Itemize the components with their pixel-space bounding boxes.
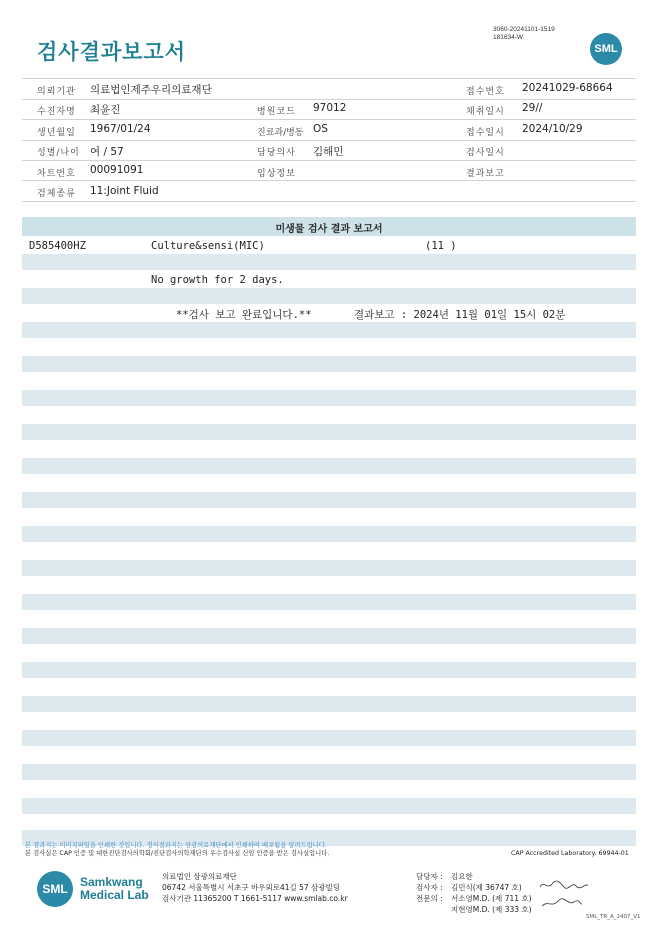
chart-no-label: 차트번호 <box>37 169 76 179</box>
receipt-date-value: 2024/10/29 <box>522 123 583 135</box>
stripe <box>22 492 636 508</box>
test-name: Culture&sensi(MIC) <box>151 240 265 252</box>
doctor-value: 김해민 <box>313 146 344 158</box>
stripe <box>22 458 636 474</box>
report-complete: **검사 보고 완료입니다.** <box>176 309 312 321</box>
stripe <box>22 560 636 576</box>
requester-label: 의뢰기관 <box>37 87 76 97</box>
collect-date-value: 29// <box>522 102 543 114</box>
specialist-2: 지현영M.D. (제 333 호) <box>451 905 532 914</box>
org-contact: 검사기관 11365200 T 1661-5117 www.smlab.co.kr <box>162 894 348 903</box>
divider <box>22 160 636 161</box>
test-result: No growth for 2 days. <box>151 274 284 286</box>
birth-label: 생년월일 <box>37 128 76 138</box>
report-time: 결과보고 : 2024년 11월 01일 15시 02분 <box>354 309 566 321</box>
signature-icon <box>540 896 584 910</box>
receipt-no-label: 접수번호 <box>466 87 505 97</box>
section-header <box>22 217 636 236</box>
doctor-label: 담당의사 <box>257 148 296 158</box>
staff-name: 김요한 <box>451 872 473 881</box>
sml-logo-icon: SML <box>590 33 622 65</box>
patient-value: 최윤진 <box>90 104 121 116</box>
stripe <box>22 798 636 814</box>
tester-label: 검사자 : <box>416 883 443 892</box>
sml-footer-logo-icon: SML <box>37 871 73 907</box>
specialist-label: 전문의 : <box>416 894 443 903</box>
patient-label: 수진자명 <box>37 107 76 117</box>
stripe <box>22 730 636 746</box>
receipt-date-label: 접수일시 <box>466 128 505 138</box>
brand-line-1: Samkwang <box>80 875 143 889</box>
test-count: (11 ) <box>425 240 457 252</box>
sex-age-label: 성별/나이 <box>37 148 80 158</box>
divider <box>22 99 636 100</box>
org-name: 의료법인 삼광의료재단 <box>162 872 237 881</box>
hospital-code-label: 병원코드 <box>257 107 296 117</box>
stripe <box>22 764 636 780</box>
footer-note-print: 본 결과지는 이미지파일을 인쇄한 것입니다. 정식결과지는 삼광의료재단에서 인쇄하여 배포됨을 알려드립니다. <box>25 842 327 849</box>
stripe <box>22 254 636 270</box>
clinical-label: 임상정보 <box>257 169 296 179</box>
stripe <box>22 628 636 644</box>
doc-id-line-1: 3060-20241101-1519 <box>493 26 555 33</box>
specimen-value: 11:Joint Fluid <box>90 185 159 197</box>
divider <box>22 201 636 202</box>
dept-value: OS <box>313 123 328 135</box>
divider <box>22 119 636 120</box>
document-id <box>493 26 555 41</box>
receipt-no-value: 20241029-68664 <box>522 82 613 94</box>
signature-icon <box>538 878 590 892</box>
specimen-label: 검체종류 <box>37 189 76 199</box>
brand-line-2: Medical Lab <box>80 888 149 902</box>
brand-name <box>80 876 149 902</box>
footer-note-cap: 본 검사실은 CAP 인증 및 대한진단검사의학회/진단검사의학재단의 우수검사실 신임 인증을 받은 검사실입니다. <box>25 850 330 857</box>
test-code: D585400HZ <box>29 240 86 252</box>
chart-no-value: 00091091 <box>90 164 144 176</box>
stripe <box>22 662 636 678</box>
staff-label: 담당자 : <box>416 872 443 881</box>
stripe <box>22 696 636 712</box>
stripe <box>22 424 636 440</box>
divider <box>22 78 636 79</box>
collect-date-label: 채취일시 <box>466 107 505 117</box>
stripe <box>22 526 636 542</box>
doc-id-line-2: 181634-W <box>493 33 523 41</box>
form-code: SML_TR_A_2407_V1 <box>586 914 641 920</box>
stripe <box>22 594 636 610</box>
stripe <box>22 356 636 372</box>
stripe <box>22 322 636 338</box>
result-report-label: 결과보고 <box>466 169 505 179</box>
specialist-1: 서소영M.D. (제 711 호) <box>451 894 532 903</box>
test-date-label: 검사일시 <box>466 148 505 158</box>
cap-accreditation: CAP Accredited Laboratory. 69944-01 <box>511 850 629 857</box>
stripe <box>22 390 636 406</box>
org-address: 06742 서울특별시 서초구 바우뫼로41길 57 삼광빌딩 <box>162 883 341 892</box>
sex-age-value: 여 / 57 <box>90 146 124 158</box>
divider <box>22 180 636 181</box>
stripe <box>22 288 636 304</box>
birth-value: 1967/01/24 <box>90 123 151 135</box>
tester-name: 김민식(제 36747 호) <box>451 883 522 892</box>
page-title: 검사결과보고서 <box>37 40 187 64</box>
dept-label: 진료과/병동 <box>257 128 304 138</box>
section-title: 미생물 검사 결과 보고서 <box>275 224 383 235</box>
hospital-code-value: 97012 <box>313 102 347 114</box>
requester-value: 의료법인제주우리의료재단 <box>90 84 212 96</box>
divider <box>22 140 636 141</box>
